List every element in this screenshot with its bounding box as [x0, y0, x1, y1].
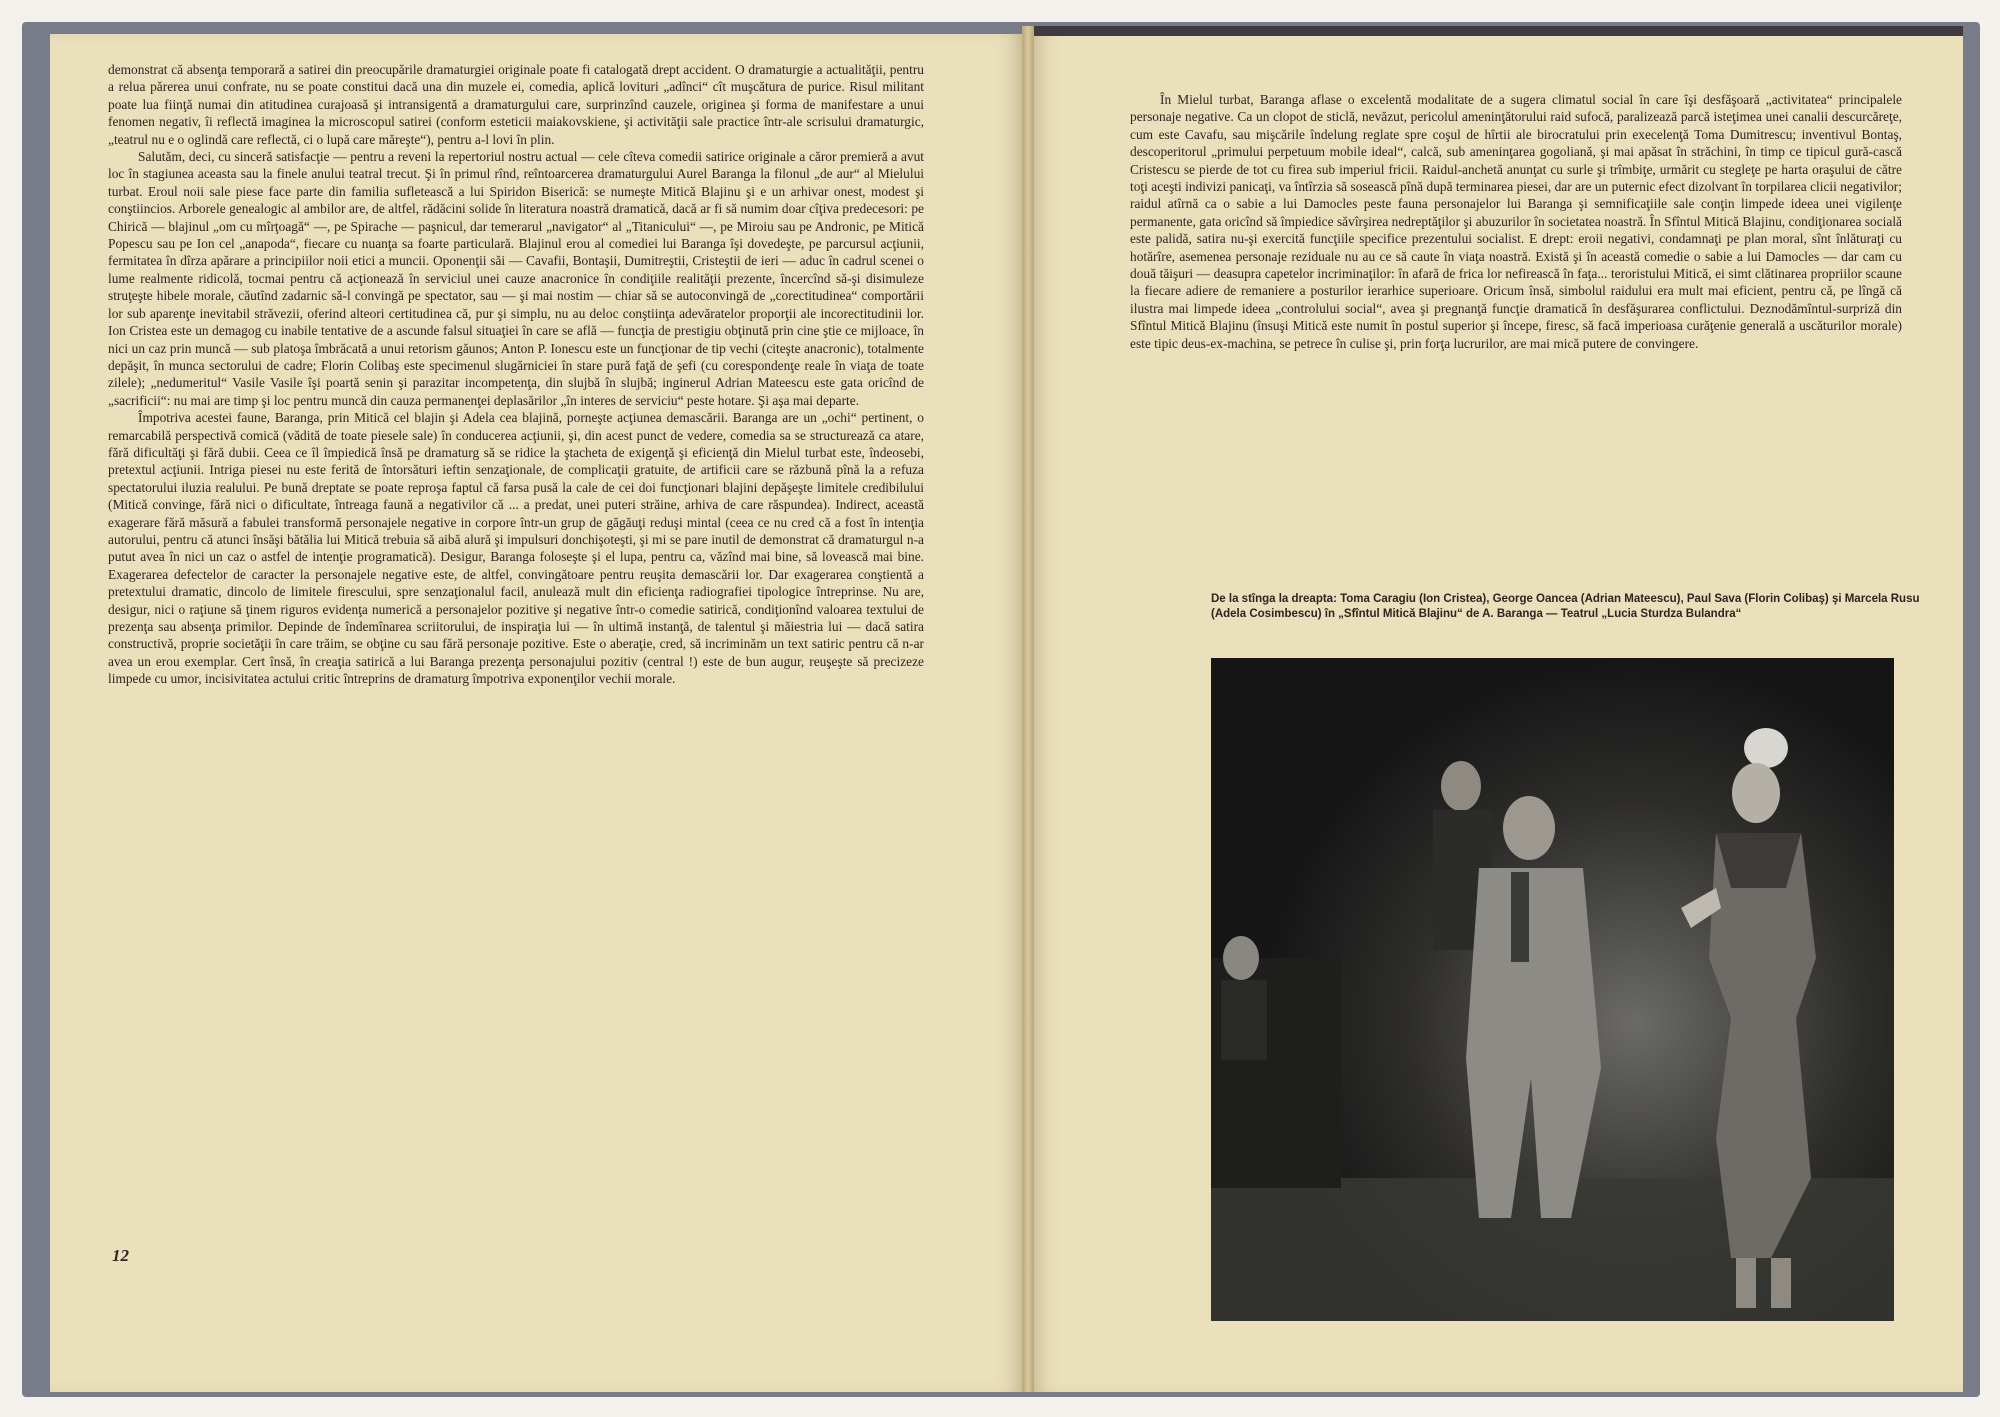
page-number: 12	[112, 1246, 129, 1265]
left-article-text	[108, 61, 924, 688]
right-article-text	[1130, 91, 1902, 352]
stage-photo	[1211, 658, 1894, 1321]
paragraph: Salutăm, deci, cu sinceră satisfacţie — pentru a reveni la repertoriul nostru actual — cele cîteva comedii satirice originale a căror premieră a avut loc în stagiunea aceasta sau la finele anului teatral trecut. Şi în primul rînd, reîntoarcerea dramaturgului Aurel Baranga la filonul „de aur“ al Mielului turbat. Eroul noii sale piese face parte din familia sufletească a lui Spiridon Biserică: se numeşte Mitică Blajinu şi e un arhivar onest, modest şi conştiincios. Arborele genealogic al ambilor are, de altfel, rădăcini solide în literatura noastră dramatică, dacă ar fi să numim doar cîţiva predecesori: pe Chirică — blajinul „om cu mîrţoagă“ —, pe Spirache — paşnicul, dar temerarul „navigator“ al „Titanicului“ —, pe Miroiu sau pe Andronic, pe Mitică Popescu sau pe Ion cel „anapoda“, fiecare cu nuanţa sa foarte particulară. Blajinul erou al comediei lui Baranga îşi dovedeşte, pe parcursul acţiunii, fermitatea în dîrza apărare a principiilor noii etici a muncii. Oponenţii săi — Cavafii, Bontaşii, Dumitreştii, Cristeştii de ieri — aduc în cadrul scenei o lume realmente ridicolă, tocmai pentru că acţionează în serviciul unei cauze anacronice în condiţiile realităţii prezente, încercînd să-şi disimuleze struţeşte hibele morale, căutînd zadarnic să-l convingă pe spectator, sau — şi mai nostim — chiar să se autoconvingă de „corectitudinea“ comportării lor sub aparenţe inevitabil străvezii, oferind alteori certitudinea că, pur şi simplu, nu au deloc conştiinţa adevăratelor proporţii ale incorectitudinii lor. Ion Cristea este un demagog cu inabile tentative de a ascunde falsul situaţiei în care se află — funcţia de prestigiu obţinută prin cine ştie ce mijloace, în nici un caz prin muncă — sub platoşa îmbrăcată a unui retorism găunos; Anton P. Ionescu este un funcţionar de tip vechi (citeşte anacronic), totalmente depăşit, în munca sectorului de cadre; Florin Colibaş este specimenul slugărniciei în stare pură faţă de şefi (cu corespondenţe reale în viaţa de toate zilele); „nedumeritul“ Vasile Vasile îşi poartă senin şi parazitar incompetenţa, din slujbă în slujbă; inginerul Adrian Mateescu este gata oricînd de „sacrificii“: nu mai are timp şi loc pentru muncă din cauza permanenţei deplasărilor „în interes de serviciu“ peste hotare. Şi aşa mai departe.	[108, 149, 924, 408]
page-top-edge	[1031, 26, 1963, 36]
photo-caption: De la stînga la dreapta: Toma Caragiu (Ion Cristea), George Oancea (Adrian Mateescu), Paul Sava (Florin Colibaş) şi Marcela Rusu (Adela Cosimbescu) în „Sfîntul Mitică Blajinu“ de A. Baranga — Teatrul „Lucia Sturdza Bulandra“	[1211, 593, 1920, 620]
book-gutter	[1022, 26, 1034, 1392]
paragraph: Împotriva acestei faune, Baranga, prin Mitică cel blajin şi Adela cea blajină, porneşte acţiunea demascării. Baranga are un „ochi“ pertinent, o remarcabilă perspectivă comică (vădită de toate piesele sale) în conducerea acţiunii, şi, din acest punct de vedere, comedia sa se structurează ca atare, fără dificultăţi şi fără dubii. Ceea ce îl împiedică însă pe dramaturg să se ridice la ştacheta de exigenţă şi eficienţă din Mielul turbat este, îndeosebi, pretextul acţiunii. Intriga piesei nu este ferită de întorsături ieftin senzaţionale, de complicaţii gratuite, de artificii care se răzbună pînă la a refuza spectatorului iluzia realului. Pe bună dreptate se poate reproşa faptul că farsa pusă la cale de cei doi funcţionari blajini depăşeşte limitele credibilului (Mitică convinge, fără nici o dificultate, întreaga faună a negativilor că ... a predat, unei puteri străine, arhiva de care răspundea). Indirect, această exagerare fără măsură a fabulei transformă personajele negative in corpore într-un grup de găgăuţi reduşi mintal (ceea ce nu cred că a fost în intenţia autorului, pentru că atunci însăşi bătălia lui Mitică trebuia să aibă alură şi impulsuri donchişoteşti, şi mi se pare inutil de demonstrat că dramaturgul n-a putut avea în nici un caz o astfel de intenţie programatică). Desigur, Baranga foloseşte şi el lupa, pentru ca, văzînd mai bine, să lovească mai bine. Exagerarea defectelor de caracter la personajele negative este, de altfel, convingătoare pentru reuşita demascării lor. Dar exagerarea conştientă a pretextului dramatic, dincolo de limitele firescului, spre senzaţionalul facil, anulează mult din eficienţa radiografiei tipologice întreprinse. Nu are, desigur, nici o raţiune să ţinem riguros evidenţa numerică a personajelor pozitive şi negative într-o comedie satirică, condiţionînd valoarea textului de prezenţa sau absenţa primilor. Depinde de îndemînarea scriitorului, de inspiraţia lui — în ultimă instanţă, de talentul şi măiestria lui — dacă satira constructivă, proprie societăţii în care trăim, se obţine cu sau fără personaje pozitive. Este o aberaţie, cred, să incriminăm un text satiric pentru că n-ar avea un erou exemplar. Cert însă, în creaţia satirică a lui Baranga prezenţa personajului pozitiv (central !) este de bun augur, reuşeşte să precizeze limpede cu umor, incisivitatea actului critic întreprins de dramaturg împotriva exponenţilor vechii morale.	[108, 410, 924, 687]
paragraph: demonstrat că absenţa temporară a satirei din preocupările dramaturgiei originale poate fi catalogată drept accident. O dramaturgie a actualităţii, pentru a relua părerea unui confrate, nu se poate constitui dacă una din muzele ei, comedia, aplică lovituri „adînci“ cît muşcătura de purice. Risul militant poate lua fiinţă numai din atitudinea curajoasă şi intransigentă a dramaturgului care, surprinzînd cauzele, originea şi forma de manifestare a unui fenomen negativ, îi reflectă imaginea la microscopul satirei (conform esteticii maiakovskiene, şi activităţii sale practice într-ale scrisului dramaturgic, „teatrul nu e o oglindă care reflectă, ci o lupă care măreşte“), pentru a-l lovi în plin.	[108, 62, 924, 147]
stage-photo-illustration	[1211, 658, 1894, 1321]
paragraph: În Mielul turbat, Baranga aflase o excelentă modalitate de a sugera climatul social în care îşi desfăşoară „activitatea“ principalele personaje negative. Ca un clopot de sticlă, nevăzut, pericolul ameninţătorului raid sufocă, paralizează parcă isteţimea unei canalii descurcăreţe, cum este Cavafu, sau mişcările îndelung reglate spre coşul de hîrtii ale birocratului prin execelenţă Toma Dumitrescu; inventivul Bontaş, descoperitorul „primului perpetuum mobile ideal“, calcă, sub ameninţarea gogoliană, şi mai apăsat în străchini, în timp ce tipicul gură-cască Cristescu se pierde de tot cu firea sub imperiul fricii. Raidul-anchetă anunţat cu surle şi trîmbiţe, urmărit cu stegleţe pe harta oraşului de către toţi aceşti indivizi panicaţi, va întîrzia să sosească pînă după terminarea piesei, dar are un puternic efect dizolvant în torpilarea clicii negativilor; raidul atîrnă ca o sabie a lui Damocles peste fauna personajelor lui Baranga şi semnificaţiile sale conţin limpede ideea unei vigilenţe permanente, gata oricînd să împiedice săvîrşirea nedreptăţilor şi abuzurilor în societatea noastră. În Sfîntul Mitică Blajinu, condiţionarea socială este palidă, satira nu-şi exercită funcţiile specifice prezentului socialist. E drept: eroii negativi, condamnaţi pe plan moral, sînt înlăturaţi cu hotărîre, asemenea personaje reziduale nu au ce să caute în viaţa noastră. Există şi în această comedie o sabie a lui Damocles — dar cam cu două tăişuri — deasupra capetelor incriminaţilor: în afară de frica lor nefirească în faţa... teroristului Mitică, ei simt clătinarea propriilor scaune la fiecare adiere de remaniere a posturilor ierarhice superioare. Oricum însă, simbolul raidului era mult mai eficient, pentru că, pe lîngă că ilustra mai limpede ideea „controlului social“, avea şi pregnanţă funcţie dramatică în desfăşurarea conflictului. Deznodămîntul-surpriză din Sfîntul Mitică Blajinu (însuşi Mitică este numit în postul superior şi începe, firesc, să facă imperioasa curăţenie generală a uscăturilor morale) este tipic deus-ex-machina, se petrece în culise şi, prin forţa lucrurilor, are mai mică putere de convingere.	[1130, 92, 1902, 351]
